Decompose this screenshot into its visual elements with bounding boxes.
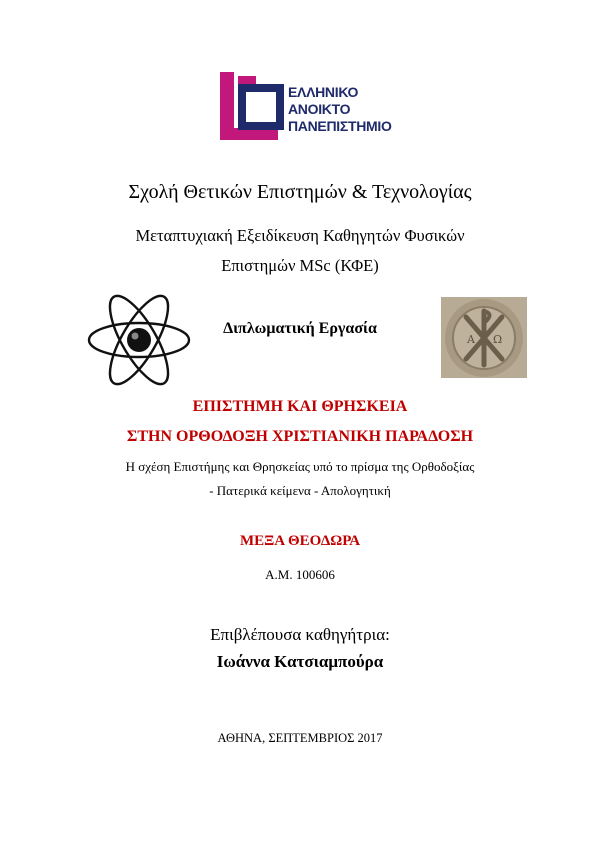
logo-line-3: ΠΑΝΕΠΙΣΤΗΜΙΟ — [288, 118, 392, 134]
title-line-1: ΕΠΙΣΤΗΜΗ ΚΑΙ ΘΡΗΣΚΕΙΑ — [192, 398, 408, 415]
place-date: ΑΘΗΝΑ, ΣΕΠΤΕΜΒΡΙΟΣ 2017 — [217, 731, 383, 745]
university-logo — [218, 70, 403, 142]
logo-line-2: ΑΝΟΙΚΤΟ — [288, 101, 351, 117]
subtitle-line-1: Η σχέση Επιστήμης και Θρησκείας υπό το πρίσμα της Ορθοδοξίας — [125, 459, 475, 474]
supervisor-label: Επιβλέπουσα καθηγήτρια: — [210, 625, 390, 644]
program-line-2: Επιστημών MSc (ΚΦΕ) — [221, 256, 379, 275]
university-logo-text — [288, 84, 392, 135]
coin-alpha: Α — [467, 333, 475, 346]
university-logo-mark — [218, 70, 288, 142]
title-line-2: ΣΤΗΝ ΟΡΘΟΔΟΞΗ ΧΡΙΣΤΙΑΝΙΚΗ ΠΑΡΑΔΟΣΗ — [126, 428, 474, 445]
subtitle-line-2: - Πατερικά κείμενα - Απολογητική — [209, 483, 391, 498]
program-line-1: Μεταπτυχιακή Εξειδίκευση Καθηγητών Φυσικών — [135, 226, 465, 245]
thesis-type: Διπλωματική Εργασία — [223, 320, 377, 337]
atom-icon — [86, 290, 192, 390]
logo-line-1: ΕΛΛΗΝΙΚΟ — [288, 84, 359, 100]
student-id: Α.Μ. 100606 — [265, 567, 335, 582]
supervisor-name: Ιωάννα Κατσιαμπούρα — [216, 652, 384, 671]
author-name: ΜΕΞΑ ΘΕΟΔΩΡΑ — [239, 533, 361, 549]
school-name: Σχολή Θετικών Επιστημών & Τεχνολογίας — [128, 181, 472, 203]
coin-omega: Ω — [493, 333, 503, 346]
